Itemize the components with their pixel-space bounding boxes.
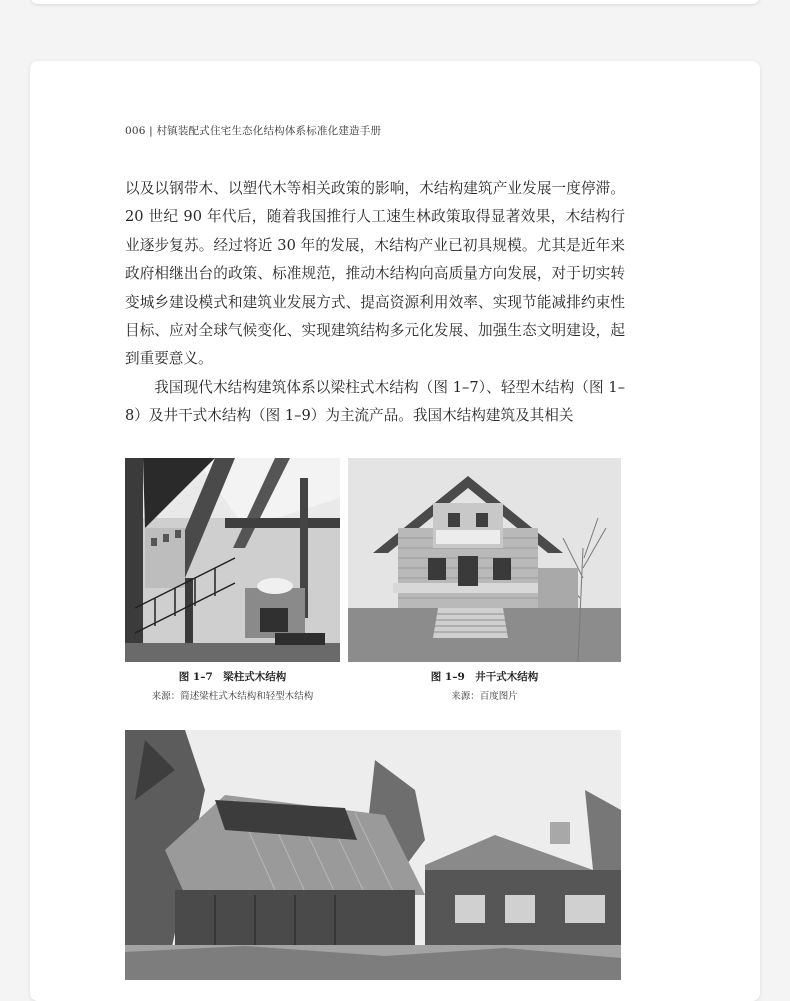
figure-1-9-caption — [348, 669, 621, 702]
caption-title: 图 1–9 井干式木结构 — [430, 671, 539, 683]
figure-1-7-caption — [125, 669, 340, 702]
previous-page-edge — [30, 0, 760, 4]
figure-1-9-image — [348, 458, 621, 662]
running-head: 006 | 村镇装配式住宅生态化结构体系标准化建造手册 — [125, 125, 382, 137]
figure-1-8-image — [125, 730, 621, 980]
figure-1-7-image — [125, 458, 340, 662]
paragraph: 我国现代木结构建筑体系以梁柱式木结构（图 1–7）、轻型木结构（图 1–8）及井干式木结构（图 1–9）为主流产品。我国木结构建筑及其相关 — [125, 378, 625, 425]
paragraph: 以及以钢带木、以塑代木等相关政策的影响，木结构建筑产业发展一度停滞。20 世纪 90 年代后，随着我国推行人工速生林政策取得显著效果，木结构行业逐步复苏。经过将近 30 年的发展，木结构产业已初具规模。尤其是近年来政府相继出台的政策、标准规范，推动木结构向高质量方向发展，对于切实转变城乡建设模式和建筑业发展方式、提高资源利用效率、实现节能减排约束性目标、应对全球气候变化、实现建筑结构多元化发展、加强生态文明建设，起到重要意义。 — [125, 180, 625, 368]
caption-title: 图 1–7 梁柱式木结构 — [178, 671, 287, 683]
book-page — [30, 61, 760, 1001]
caption-source: 来源：百度图片 — [451, 691, 518, 702]
body-text — [125, 175, 625, 431]
caption-source: 来源：简述梁柱式木结构和轻型木结构 — [151, 691, 314, 702]
